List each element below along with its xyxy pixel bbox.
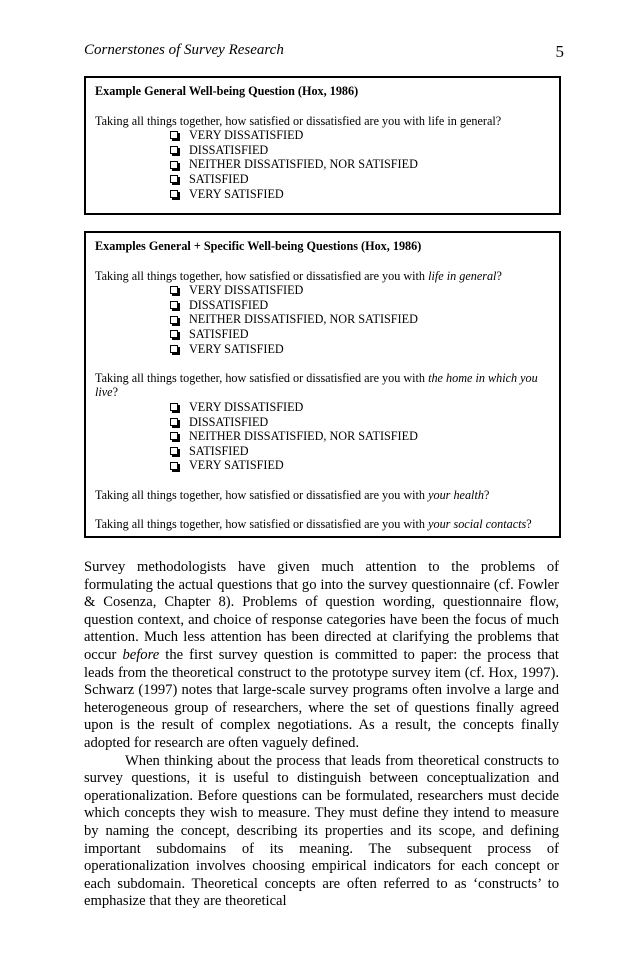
checkbox-icon [170,161,178,169]
checkbox-icon [170,330,178,338]
checkbox-icon [170,301,178,309]
checkbox-icon [170,190,178,198]
option-item: NEITHER DISSATISFIED, NOR SATISFIED [170,429,550,444]
checkbox-icon [170,286,178,294]
option-item: VERY SATISFIED [170,458,550,473]
checkbox-icon [170,462,178,470]
question-social-contacts: Taking all things together, how satisfied or dissatisfied are you with your social contacts? [95,517,532,532]
option-item: NEITHER DISSATISFIED, NOR SATISFIED [170,157,550,172]
checkbox-icon [170,418,178,426]
box-title: Examples General + Specific Well-being Questions (Hox, 1986) [95,239,422,253]
question-health: Taking all things together, how satisfied or dissatisfied are you with your health? [95,487,490,502]
option-item: SATISFIED [170,172,550,187]
response-options [95,283,550,356]
question-text: Taking all things together, how satisfied or dissatisfied are you with life in general? [95,113,502,128]
checkbox-icon [170,175,178,183]
body-text [84,559,559,911]
option-item: VERY SATISFIED [170,342,550,357]
option-item: VERY DISSATISFIED [170,128,550,143]
running-title: Cornerstones of Survey Research [84,42,284,58]
example-box-general [84,76,561,215]
checkbox-icon [170,316,178,324]
page-header [84,42,564,64]
option-item: VERY SATISFIED [170,187,550,202]
checkbox-icon [170,146,178,154]
option-item: DISSATISFIED [170,143,550,158]
page-number: 5 [555,42,564,61]
option-item: SATISFIED [170,327,550,342]
paragraph: Survey methodologists have given much attention to the problems of formulating the actual questions that go into the survey questionnaire (cf. Fowler & Cosenza, Chapter 8). Problems of question wording, questionnaire flow, question context, and choice of response categories have been the focus of much attention. Much less attention has been directed at clarifying the problems that occur before the first survey question is committed to paper: the process that leads from the theoretical construct to the prototype survey item (cf. Hox, 1997). Schwarz (1997) notes that large-scale survey programs often involve a large and heterogeneous group of researchers, where the set of questions finally agreed upon is the result of complex negotiations. As a result, the concepts finally adopted for research are often vaguely defined. [84,559,559,751]
paragraph: When thinking about the process that leads from theoretical constructs to survey questions, it is useful to distinguish between conceptualization and operationalization. Before questions can be formulated, researchers must decide which concepts they wish to measure. They must define they intend to measure by naming the concept, describing its properties and its scope, and defining important subdomains of its meaning. The subsequent process of operationalization involves choosing empirical indicators for each concept or each subdomain. Theoretical concepts are often referred to as ‘constructs’ to emphasize that they are theoretical [84,752,559,910]
checkbox-icon [170,131,178,139]
option-item: NEITHER DISSATISFIED, NOR SATISFIED [170,312,550,327]
box-title: Example General Well-being Question (Hox, 1986) [95,84,359,98]
option-item: VERY DISSATISFIED [170,283,550,298]
example-box-specific [84,231,561,538]
question-home: Taking all things together, how satisfied or dissatisfied are you with the home in which you live? [95,370,538,400]
checkbox-icon [170,447,178,455]
option-item: DISSATISFIED [170,415,550,430]
option-item: VERY DISSATISFIED [170,400,550,415]
question-life: Taking all things together, how satisfied or dissatisfied are you with life in general? [95,268,502,283]
response-options [95,128,550,201]
response-options [95,400,550,473]
checkbox-icon [170,432,178,440]
checkbox-icon [170,403,178,411]
checkbox-icon [170,345,178,353]
option-item: DISSATISFIED [170,298,550,313]
option-item: SATISFIED [170,444,550,459]
